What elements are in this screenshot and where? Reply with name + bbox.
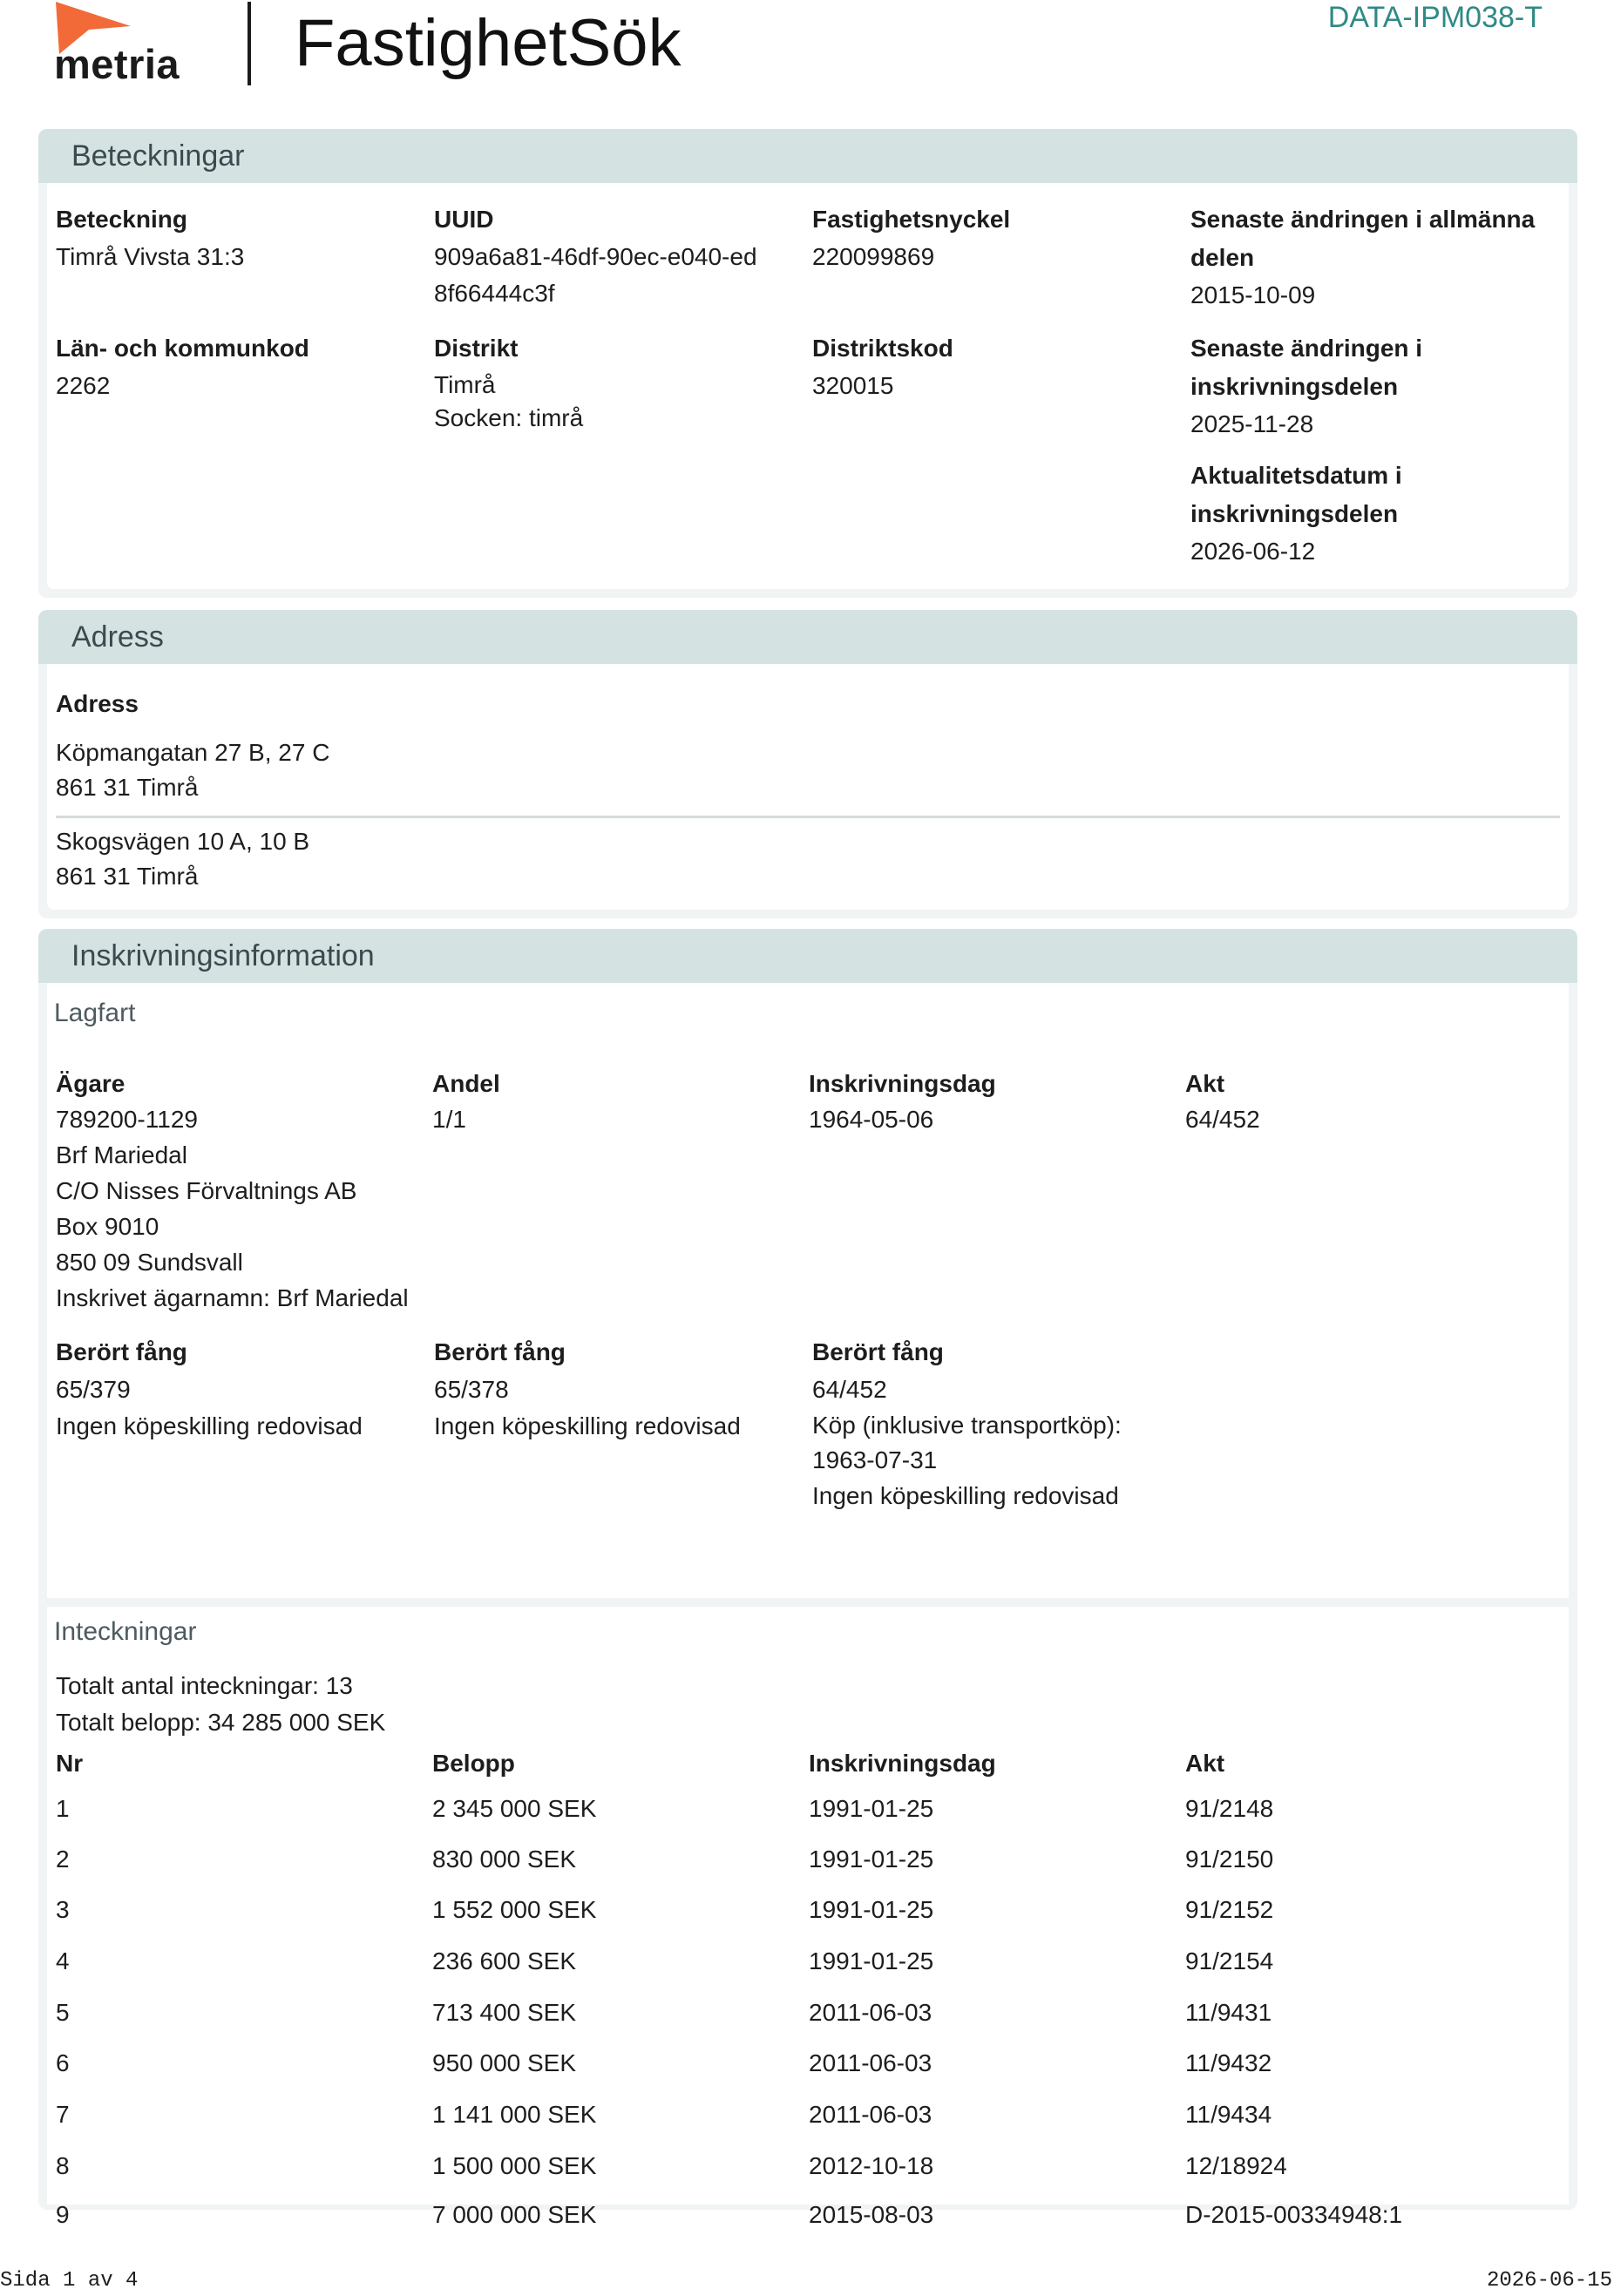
address-item — [56, 735, 329, 805]
app-title: FastighetSök — [295, 6, 682, 80]
print-date: 2026-06-15 — [1486, 2269, 1612, 2293]
field-value: 220099869 — [812, 243, 935, 270]
cell-belopp: 1 552 000 SEK — [432, 1896, 597, 1923]
inteckningar-total-amount: Totalt belopp: 34 285 000 SEK — [56, 1709, 386, 1736]
field-fastighetsnyckel — [812, 200, 1178, 275]
field-label: Aktualitetsdatum i inskrivningsdelen — [1190, 462, 1402, 527]
table-row — [47, 2038, 1569, 2089]
field-lan-kommunkod — [56, 329, 422, 404]
cell-inskrivningsdag: 2011-06-03 — [809, 2101, 932, 2128]
field-distriktskod — [812, 329, 1178, 404]
table-row — [47, 2141, 1569, 2191]
berort-fang-label: Berört fång — [434, 1338, 566, 1365]
berort-fang-line: Köp (inklusive transportköp): — [812, 1412, 1122, 1439]
field-label: Senaste ändringen i inskrivningsdelen — [1190, 335, 1423, 400]
header-inskrivningsdag: Inskrivningsdag — [809, 1070, 996, 1097]
address-item — [56, 824, 309, 894]
owner-line: Inskrivet ägarnamn: Brf Mariedal — [56, 1284, 409, 1311]
cell-inskrivningsdag: 1991-01-25 — [809, 1846, 934, 1873]
cell-akt: 11/9434 — [1185, 2101, 1272, 2128]
cell-inskrivningsdag: 1991-01-25 — [809, 1795, 934, 1822]
cell-nr: 5 — [56, 1999, 70, 2026]
cell-nr: 2 — [56, 1846, 70, 1873]
address-city: 861 31 Timrå — [56, 774, 199, 801]
field-aktualitetsdatum — [1190, 457, 1504, 570]
field-beteckning — [56, 200, 422, 275]
cell-belopp: 236 600 SEK — [432, 1947, 577, 1974]
field-value: 2026-06-12 — [1190, 538, 1316, 565]
lagfart-body — [47, 983, 1569, 1598]
lagfart-akt: 64/452 — [1185, 1106, 1260, 1133]
lagfart-andel: 1/1 — [432, 1106, 466, 1133]
owner-line: Brf Mariedal — [56, 1141, 187, 1168]
owner-line: 850 09 Sundsvall — [56, 1249, 243, 1276]
field-value-socken: Socken: timrå — [434, 404, 584, 431]
table-row — [47, 2089, 1569, 2140]
field-senaste-allmanna — [1190, 200, 1548, 314]
cell-nr: 3 — [56, 1896, 70, 1923]
header-akt: Akt — [1185, 1750, 1225, 1777]
cell-inskrivningsdag: 1991-01-25 — [809, 1947, 934, 1974]
inteckningar-body — [47, 1607, 1569, 2228]
table-row — [47, 2190, 1569, 2240]
metria-logo[interactable] — [52, 0, 183, 87]
address-street: Köpmangatan 27 B, 27 C — [56, 739, 330, 766]
owner-line: 789200-1129 — [56, 1106, 198, 1133]
address-city: 861 31 Timrå — [56, 863, 199, 890]
field-value: 2025-11-28 — [1190, 410, 1314, 437]
lagfart-title: Lagfart — [54, 999, 136, 1027]
field-label: Senaste ändringen i allmänna delen — [1190, 206, 1536, 271]
table-row — [47, 1885, 1569, 1935]
cell-belopp: 1 141 000 SEK — [432, 2101, 597, 2128]
cell-inskrivningsdag: 2011-06-03 — [809, 2049, 932, 2076]
cell-nr: 8 — [56, 2152, 70, 2179]
berort-fang-line: Ingen köpeskilling redovisad — [812, 1482, 1119, 1509]
section-title: Beteckningar — [38, 129, 1577, 183]
header-akt: Akt — [1185, 1070, 1225, 1097]
cell-akt: 91/2148 — [1185, 1795, 1274, 1822]
cell-akt: 11/9432 — [1185, 2049, 1272, 2076]
section-body — [47, 183, 1569, 589]
header-agare: Ägare — [56, 1070, 125, 1097]
address-street: Skogsvägen 10 A, 10 B — [56, 828, 310, 855]
page-header — [0, 0, 1614, 113]
field-value: 2262 — [56, 372, 111, 399]
cell-belopp: 2 345 000 SEK — [432, 1795, 597, 1822]
cell-belopp: 713 400 SEK — [432, 1999, 577, 2026]
section-beteckningar — [38, 129, 1577, 598]
lagfart-inskrivningsdag: 1964-05-06 — [809, 1106, 934, 1133]
cell-inskrivningsdag: 1991-01-25 — [809, 1896, 934, 1923]
field-distrikt — [434, 329, 800, 434]
field-uuid — [434, 200, 765, 312]
cell-nr: 6 — [56, 2049, 70, 2076]
inteckningar-total-count: Totalt antal inteckningar: 13 — [56, 1672, 353, 1699]
inteckningar-rows — [47, 1784, 1569, 2228]
field-value: Timrå Vivsta 31:3 — [56, 243, 245, 270]
owner-info — [56, 1101, 409, 1316]
berort-fang — [434, 1333, 800, 1445]
cell-inskrivningsdag: 2015-08-03 — [809, 2201, 934, 2228]
cell-belopp: 950 000 SEK — [432, 2049, 577, 2076]
field-value: 320015 — [812, 372, 894, 399]
inteckningar-title: Inteckningar — [54, 1617, 197, 1646]
table-row — [47, 1936, 1569, 1987]
cell-belopp: 830 000 SEK — [432, 1846, 577, 1873]
adress-label: Adress — [56, 690, 139, 717]
section-body — [47, 664, 1569, 910]
cell-nr: 9 — [56, 2201, 70, 2228]
table-row — [47, 1988, 1569, 2038]
header-nr: Nr — [56, 1750, 84, 1777]
berort-fang-line: 65/378 — [434, 1376, 509, 1403]
field-label: UUID — [434, 206, 494, 233]
field-senaste-inskrivning — [1190, 329, 1522, 443]
header-belopp: Belopp — [432, 1750, 515, 1777]
cell-belopp: 1 500 000 SEK — [432, 2152, 597, 2179]
page-number: Sida 1 av 4 — [0, 2269, 139, 2293]
cell-nr: 1 — [56, 1795, 70, 1822]
field-label: Beteckning — [56, 206, 187, 233]
berort-fang-label: Berört fång — [56, 1338, 187, 1365]
table-row — [47, 1834, 1569, 1885]
cell-nr: 4 — [56, 1947, 70, 1974]
header-inskrivningsdag: Inskrivningsdag — [809, 1750, 996, 1777]
berort-fang — [56, 1333, 422, 1445]
document-code: DATA-IPM038-T — [1327, 1, 1543, 34]
field-value: Timrå — [434, 371, 496, 398]
table-row — [47, 1784, 1569, 1834]
cell-akt: 11/9431 — [1185, 1999, 1272, 2026]
cell-nr: 7 — [56, 2101, 70, 2128]
header-andel: Andel — [432, 1070, 500, 1097]
cell-akt: 91/2152 — [1185, 1896, 1274, 1923]
berort-fang-line: Ingen köpeskilling redovisad — [56, 1412, 363, 1439]
berort-fang-line: Ingen köpeskilling redovisad — [434, 1412, 741, 1439]
field-label: Län- och kommunkod — [56, 335, 309, 362]
field-value: 909a6a81-46df-90ec-e040-ed8f66444c3f — [434, 243, 757, 307]
owner-line: Box 9010 — [56, 1213, 159, 1240]
cell-belopp: 7 000 000 SEK — [432, 2201, 597, 2228]
owner-line: C/O Nisses Förvaltnings AB — [56, 1177, 357, 1204]
field-label: Distrikt — [434, 335, 519, 362]
cell-inskrivningsdag: 2011-06-03 — [809, 1999, 932, 2026]
header-divider — [248, 2, 251, 85]
field-value: 2015-10-09 — [1190, 281, 1316, 308]
berort-fang-line: 65/379 — [56, 1376, 131, 1403]
logo-text: metria — [54, 41, 180, 87]
field-label: Distriktskod — [812, 335, 953, 362]
cell-akt: 12/18924 — [1185, 2152, 1287, 2179]
section-inskrivningsinformation — [38, 929, 1577, 2228]
section-title: Inskrivningsinformation — [38, 929, 1577, 983]
berort-fang-line: 1963-07-31 — [812, 1446, 938, 1473]
section-adress — [38, 610, 1577, 918]
field-label: Fastighetsnyckel — [812, 206, 1011, 233]
cell-inskrivningsdag: 2012-10-18 — [809, 2152, 934, 2179]
berort-fang-line: 64/452 — [812, 1376, 887, 1403]
cell-akt: D-2015-00334948:1 — [1185, 2201, 1403, 2228]
berort-fang-label: Berört fång — [812, 1338, 944, 1365]
section-title: Adress — [38, 610, 1577, 664]
cell-akt: 91/2154 — [1185, 1947, 1274, 1974]
cell-akt: 91/2150 — [1185, 1846, 1274, 1873]
berort-fang — [812, 1333, 1178, 1514]
address-divider — [56, 816, 1560, 818]
